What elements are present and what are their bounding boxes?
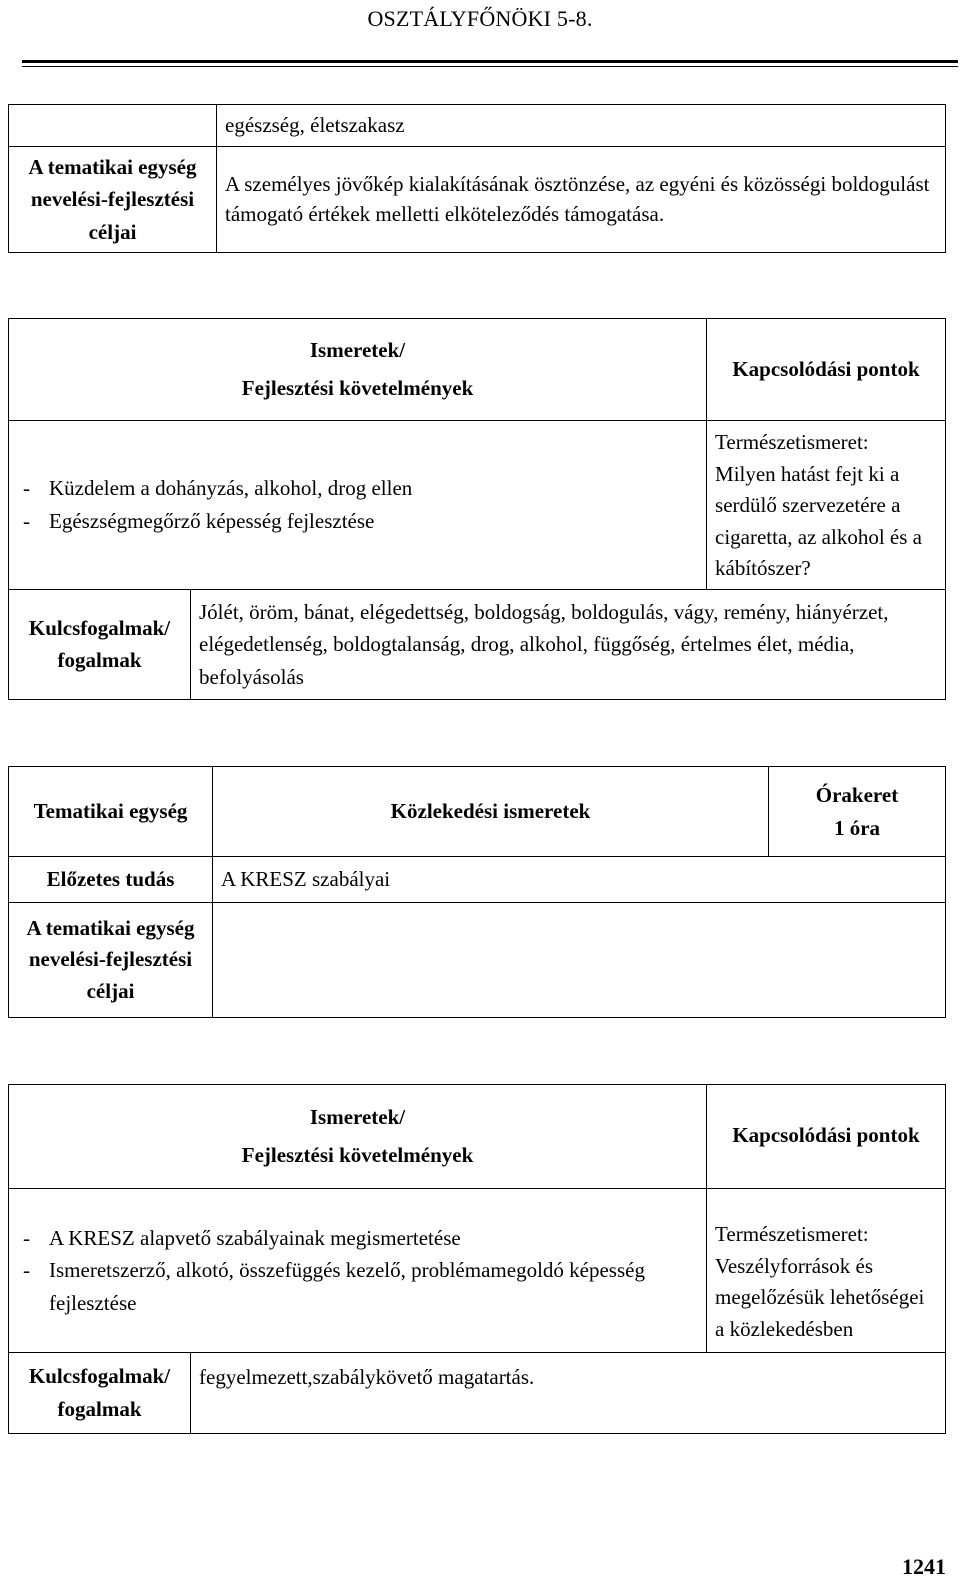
connections-heading: Kapcsolódási pontok	[707, 319, 946, 421]
goals-label: A tematikai egység nevelési-fejlesztési céljai	[9, 146, 217, 253]
keywords-text: Jólét, öröm, bánat, elégedettség, boldogság, boldogulás, vágy, remény, hiányérzet, elégedetlenség, boldogtalanság, drog, alkohol, függőség, értelmes élet, média, befolyásolás	[191, 589, 946, 700]
connections-cell	[707, 421, 946, 590]
requirements-heading	[9, 1085, 707, 1189]
empty-label-cell	[9, 105, 217, 147]
prior-knowledge-label: Előzetes tudás	[9, 857, 213, 903]
list-item: - Ismeretszerző, alkotó, összefüggés kezelő, problémamegoldó képesség fejlesztése	[23, 1258, 645, 1315]
keywords-label	[9, 1353, 191, 1434]
list-item: - A KRESZ alapvető szabályainak megismertetése	[23, 1225, 461, 1250]
hours-cell	[769, 767, 946, 857]
requirements-table-2	[8, 1084, 946, 1434]
list-item: - Egészségmegőrző képesség fejlesztése	[23, 508, 375, 533]
requirements-heading-line2: Fejlesztési követelmények	[241, 1142, 474, 1167]
page-number: 1241	[902, 1553, 946, 1579]
goals-label: A tematikai egység nevelési-fejlesztési céljai	[9, 903, 213, 1018]
requirements-heading-line2: Fejlesztési követelmények	[241, 375, 474, 400]
list-item: - Küzdelem a dohányzás, alkohol, drog ellen	[23, 476, 413, 501]
connection-text: Veszélyforrások és megelőzésük lehetőségei a közlekedésben	[715, 1253, 925, 1341]
requirements-list	[19, 472, 698, 537]
connection-subject: Természetismeret:	[715, 1222, 869, 1246]
keywords-label	[9, 589, 191, 700]
unit-goals-table	[8, 104, 946, 253]
prior-knowledge-text: A KRESZ szabályai	[213, 857, 946, 903]
keywords-label-line2: fogalmak	[57, 648, 142, 673]
running-header-title: OSZTÁLYFŐNÖKI 5-8.	[367, 6, 593, 31]
connection-text: Milyen hatást fejt ki a serdülő szervezetére a cigaretta, az alkohol és a kábítószer?	[715, 461, 922, 580]
unit-title: Közlekedési ismeretek	[213, 767, 769, 857]
unit-keywords-text: egészség, életszakasz	[217, 105, 946, 147]
keywords-label-line2: fogalmak	[57, 1397, 142, 1421]
requirements-heading-line1: Ismeretek/	[309, 337, 406, 362]
requirements-list-cell	[9, 421, 707, 590]
requirements-table-1	[8, 318, 946, 700]
goals-text: A személyes jövőkép kialakításának ösztönzése, az egyéni és közösségi boldogulást támogató értékek melletti elköteleződés támogatása.	[217, 146, 946, 253]
keywords-label-line1: Kulcsfogalmak/	[28, 615, 171, 640]
unit-header-table	[8, 766, 946, 1018]
requirements-list-cell	[9, 1189, 707, 1353]
requirements-list	[19, 1222, 698, 1320]
header-rule-thin	[22, 66, 958, 67]
unit-label: Tematikai egység	[9, 767, 213, 857]
connections-heading: Kapcsolódási pontok	[707, 1085, 946, 1189]
keywords-label-line1: Kulcsfogalmak/	[28, 1364, 171, 1389]
hours-label: Órakeret	[815, 782, 899, 807]
keywords-text: fegyelmezett,szabálykövető magatartás.	[191, 1353, 946, 1434]
header-rule	[22, 60, 958, 63]
hours-value: 1 óra	[833, 815, 881, 840]
requirements-heading	[9, 319, 707, 421]
requirements-heading-line1: Ismeretek/	[309, 1104, 406, 1129]
connections-cell	[707, 1189, 946, 1353]
goals-text	[213, 903, 946, 1018]
connection-subject: Természetismeret:	[715, 430, 869, 454]
